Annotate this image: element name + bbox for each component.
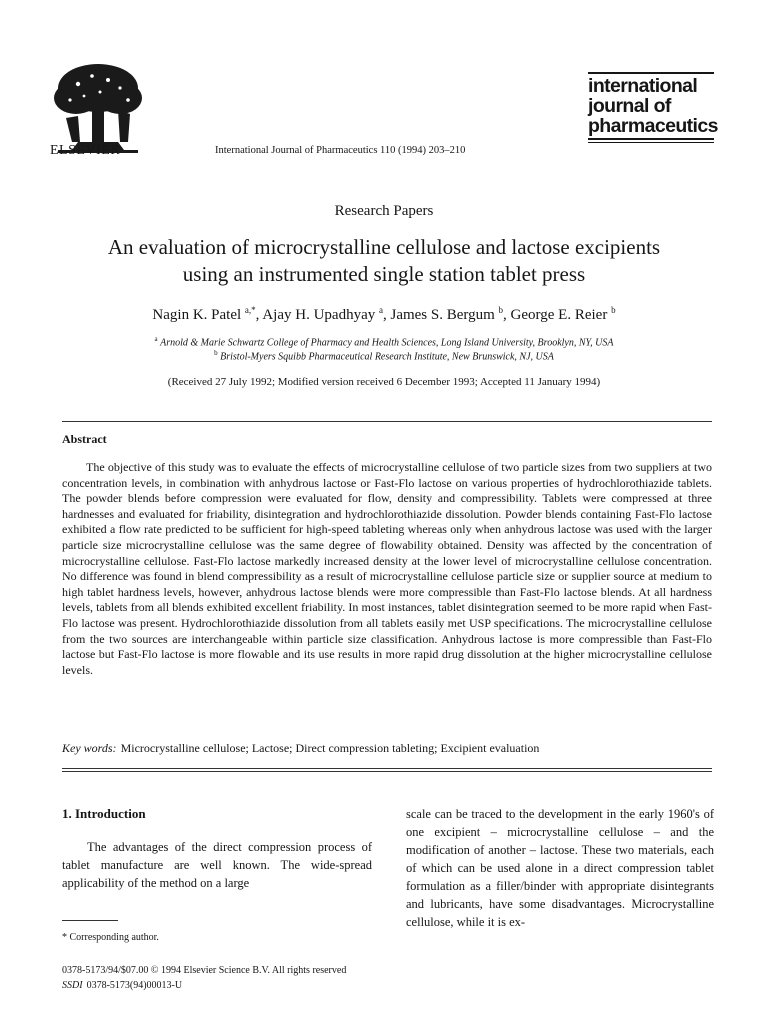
divider bbox=[62, 768, 712, 772]
title-line: An evaluation of microcrystalline cellulose and lactose excipients bbox=[107, 235, 661, 259]
keywords-text: Microcrystalline cellulose; Lactose; Direct compression tableting; Excipient evaluation bbox=[120, 741, 540, 755]
publisher-name: ELSEVIER bbox=[50, 143, 121, 158]
author-name: George E. Reier bbox=[510, 307, 608, 323]
copyright-block bbox=[62, 963, 346, 993]
body-text-column-right: scale can be traced to the development in the early 1960's of one excipient – microcrystalline cellulose – and the modification of another – lactose. These two materials, each of which can be used alone in a direct compression tablet formulation as a filler/binder with appropriate disintegrants and lubricants, have some disadvantages. Microcrystalline cellulose, while it is ex- bbox=[406, 807, 714, 929]
author-list: Nagin K. Patel $^{a,*}$, Ajay H. Upadhyay $^a$, James S. Bergum $^b$, George E. Reier $^b$ bbox=[152, 305, 616, 323]
received-dates: (Received 27 July 1992; Modified version received 6 December 1993; Accepted 11 January 1994) bbox=[167, 376, 601, 388]
title-line: using an instrumented single station tablet press bbox=[182, 262, 586, 286]
body-text-column-left: The advantages of the direct compression process of tablet manufacture are well known. The wide-spread applicability of the method on a large bbox=[62, 840, 372, 890]
abstract-text: The objective of this study was to evaluate the effects of microcrystalline cellulose of two particle sizes from two suppliers at two concentration levels, in combination with anhydrous lactose or Fast-Flo lactose on various properties of hydrochlorothiazide tablets. The powder blends before compression were evaluated for flow, density and compressibility. Tablets were compressed at three hardnesses and evaluated for friability, disintegration and hydrochlorothiazide dissolution. Powder blends containing Fast-Flo lactose exhibited a flow rate predicted to be sufficient for high-speed tableting whereas only when anhydrous lactose was used with the larger particle size microcrystalline cellulose was the same degree of flowability obtained. Density was affected by the concentration of microcrystalline cellulose. Fast-Flo lactose markedly increased density at the lower level of microcrystalline cellulose concentration. No difference was found in blend compressibility as a result of microcrystalline cellulose particle size or supplier source at medium to high tablet hardness levels, however, anhydrous lactose blends were more compressible than Fast-Flo lactose blends. At all hardness levels, tablets from all blends exhibited excellent friability. In most instances, tablet disintegration seemed to be more rapid when Fast-Flo lactose was present. Hydrochlorothiazide dissolution from all tablets easily met USP specifications. The microcrystalline cellulose from the two sources are interchangeable within particle size classification. Anhydrous lactose is more compressible than Fast-Flo lactose but Fast-Flo lactose is more flowable and its use results in more rapid drug dissolution at the higher microcrystalline cellulose levels. bbox=[62, 460, 712, 677]
ssdi-label: SSDI bbox=[62, 980, 83, 991]
author-affiliation-mark: b bbox=[498, 305, 504, 315]
keywords-label: Key words: bbox=[62, 741, 117, 755]
author-affiliation-mark: a bbox=[378, 305, 383, 315]
author-name: James S. Bergum bbox=[390, 307, 495, 323]
ssdi-value: 0378-5173(94)00013-U bbox=[86, 980, 183, 991]
section-label: Research Papers bbox=[334, 203, 434, 219]
issn-line: 0378-5173/94/$07.00 © 1994 Elsevier Science B.V. All rights reserved bbox=[62, 965, 347, 976]
section-heading: 1. Introduction bbox=[62, 806, 146, 821]
divider bbox=[62, 421, 712, 422]
article-title bbox=[40, 234, 728, 288]
masthead-rule-bottom bbox=[588, 138, 714, 140]
masthead-rule-bottom-2 bbox=[588, 142, 714, 143]
affiliation bbox=[0, 349, 768, 362]
affiliation-text: Bristol-Myers Squibb Pharmaceutical Research Institute, New Brunswick, NJ, USA bbox=[220, 351, 554, 363]
ssdi-line bbox=[62, 978, 346, 993]
affiliation bbox=[0, 335, 768, 348]
journal-masthead bbox=[588, 70, 718, 145]
masthead-rule-top bbox=[588, 72, 714, 74]
footnote: * Corresponding author. bbox=[62, 932, 159, 943]
author-affiliation-mark: a,* bbox=[244, 305, 256, 315]
author-name: Ajay H. Upadhyay bbox=[262, 307, 376, 323]
abstract-heading: Abstract bbox=[62, 432, 107, 446]
author-affiliation-mark: b bbox=[611, 305, 616, 315]
footnote-rule bbox=[62, 920, 118, 921]
affiliation-mark: a bbox=[154, 335, 158, 343]
affiliation-mark: b bbox=[214, 349, 218, 357]
journal-name-line: international bbox=[588, 75, 698, 97]
journal-name-line: journal of bbox=[588, 95, 671, 117]
affiliation-text: Arnold & Marie Schwartz College of Pharmacy and Health Sciences, Long Island University, Brooklyn, NY, USA bbox=[160, 337, 614, 349]
journal-name-line: pharmaceutics bbox=[588, 115, 718, 137]
keywords bbox=[62, 741, 712, 756]
author-name: Nagin K. Patel bbox=[152, 307, 242, 323]
journal-citation: International Journal of Pharmaceutics 110 (1994) 203–210 bbox=[215, 145, 466, 156]
